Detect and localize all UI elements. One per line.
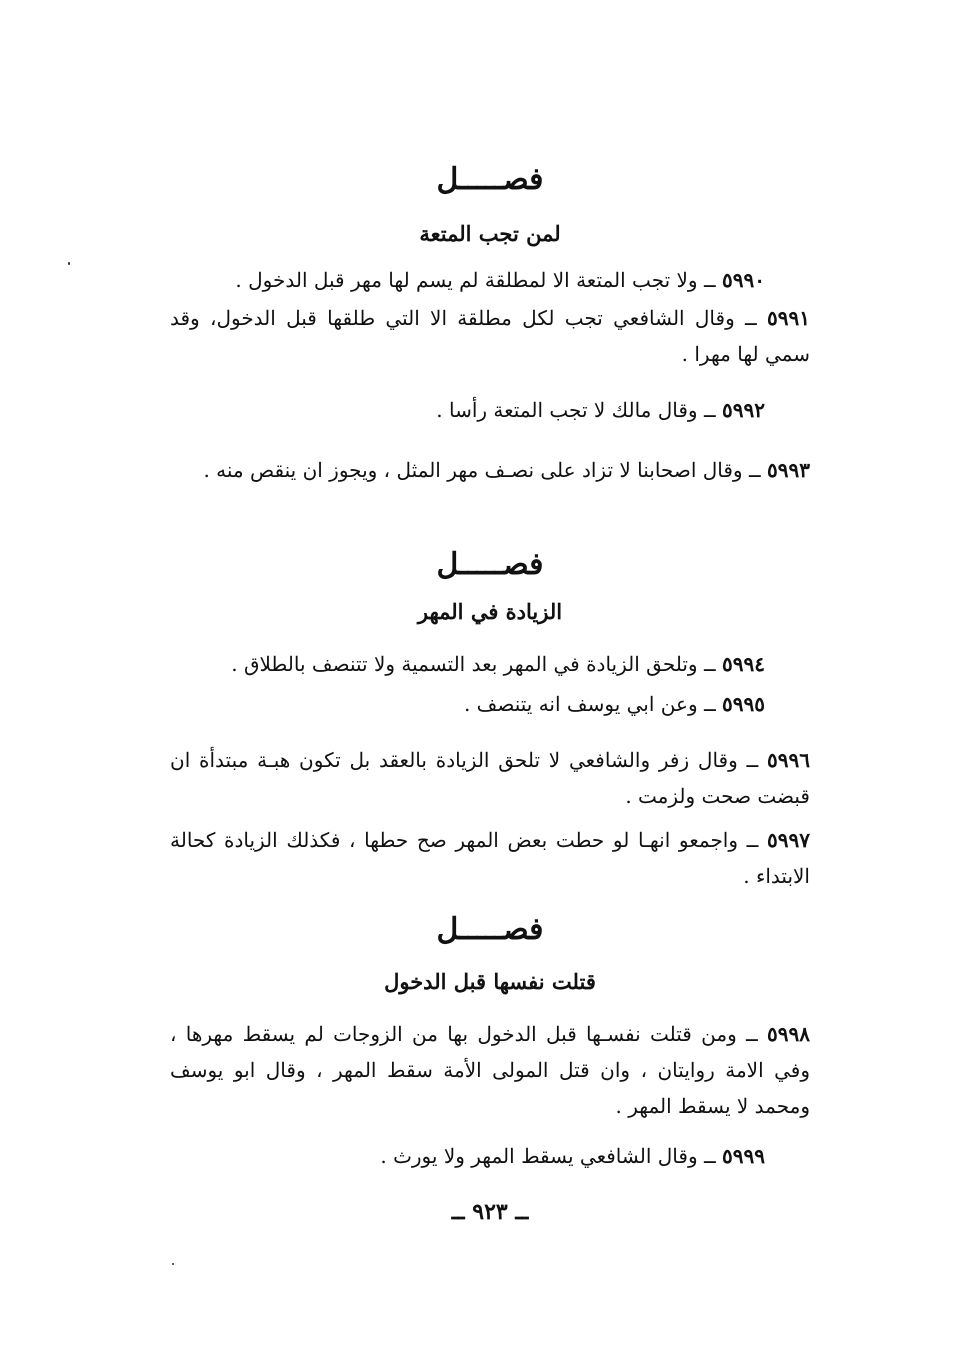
paragraph-5992 (360, 392, 765, 428)
paragraph-number: ٥٩٩٩ (722, 1144, 765, 1168)
section-heading-3: فصـــــل (436, 912, 544, 947)
paragraph-5995 (380, 686, 765, 722)
page-number: ــ ٩٢٣ ــ (451, 1199, 529, 1225)
paragraph-number: ٥٩٩٥ (722, 692, 765, 716)
paragraph-number: ٥٩٩٣ (767, 458, 810, 482)
section-title-1: لمن تجب المتعة (419, 221, 561, 246)
paragraph-text: ــ ولا تجب المتعة الا لمطلقة لم يسم لها مهر قبل الدخول . (235, 268, 723, 292)
paragraph-5994 (175, 646, 765, 682)
paragraph-5997 (170, 822, 810, 894)
section-title-3: قتلت نفسها قبل الدخول (384, 969, 596, 994)
paragraph-5999 (335, 1138, 765, 1174)
paragraph-number: ٥٩٩٠ (722, 268, 765, 292)
paragraph-number: ٥٩٩٨ (767, 1022, 810, 1046)
paragraph-text: ــ وقال الشافعي تجب لكل مطلقة الا التي طلقها قبل الدخول، وقد سمي لها مهرا . (170, 306, 810, 366)
paragraph-5996 (170, 742, 810, 814)
paragraph-text: ــ وقال زفر والشافعي لا تلحق الزيادة بالعقد بل تكون هبـة مبتدأة ان قبضت صحت ولزمت . (170, 748, 810, 808)
paragraph-5998 (170, 1016, 810, 1124)
paragraph-number: ٥٩٩٧ (767, 828, 810, 852)
paragraph-number: ٥٩٩٦ (767, 748, 810, 772)
paragraph-number: ٥٩٩١ (767, 306, 810, 330)
paragraph-text: ــ وقال اصحابنا لا تزاد على نصـف مهر المثل ، ويجوز ان ينقص منه . (203, 458, 768, 482)
paragraph-number: ٥٩٩٢ (722, 398, 765, 422)
paragraph-text: ــ ومن قتلت نفسـها قبل الدخول بها من الزوجات لم يسقط مهرها ، وفي الامة روايتان ، وان قتل المولى الأمة سقط المهر ، وقال ابو يوسف ومحمد لا يسقط المهر . (170, 1022, 810, 1118)
paragraph-text: ــ وقال مالك لا تجب المتعة رأسا . (436, 398, 723, 422)
scan-speck (172, 1263, 174, 1265)
scan-speck (68, 262, 70, 265)
paragraph-text: ــ واجمعو انهـا لو حطت بعض المهر صح حطها ، فكذلك الزيادة كحالة الابتداء . (170, 828, 810, 888)
section-heading-1: فصـــــل (436, 162, 544, 197)
paragraph-number: ٥٩٩٤ (722, 652, 765, 676)
section-title-2: الزيادة في المهر (417, 599, 563, 624)
paragraph-text: ــ وقال الشافعي يسقط المهر ولا يورث . (380, 1144, 723, 1168)
paragraph-text: ــ وعن ابي يوسف انه يتنصف . (463, 692, 723, 716)
paragraph-5991 (170, 300, 810, 372)
paragraph-5990 (195, 262, 765, 298)
section-heading-2: فصـــــل (436, 547, 544, 582)
paragraph-text: ــ وتلحق الزيادة في المهر بعد التسمية ولا تتنصف بالطلاق . (231, 652, 723, 676)
paragraph-5993 (170, 452, 810, 488)
